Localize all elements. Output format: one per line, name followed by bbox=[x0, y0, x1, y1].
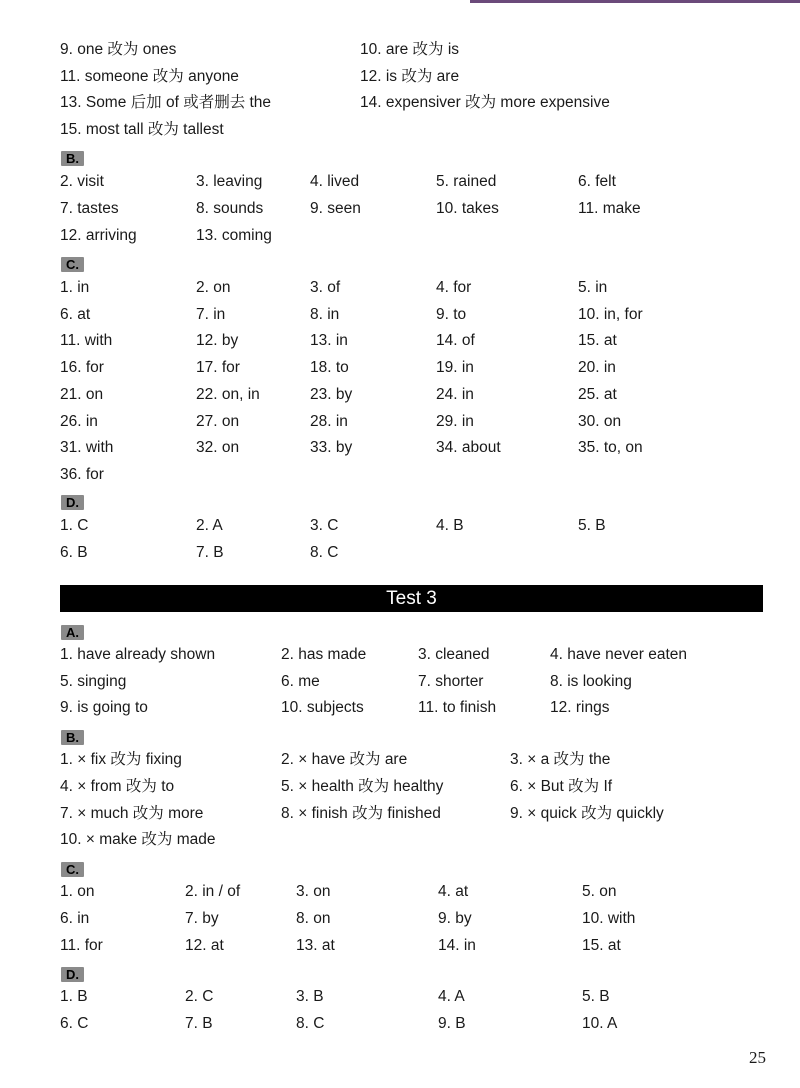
answer-item: 9. × quick 改为 quickly bbox=[510, 804, 664, 822]
answer-item: 12. by bbox=[196, 332, 239, 350]
test-3-heading: Test 3 bbox=[60, 585, 763, 612]
answer-item: 9. is going to bbox=[60, 699, 148, 717]
answer-item: 6. B bbox=[60, 544, 88, 561]
answer-item: 11. someone 改为 anyone bbox=[60, 67, 239, 85]
answer-item: 4. at bbox=[438, 883, 469, 900]
answer-item: 11. make bbox=[578, 199, 641, 217]
answer-item: 4. lived bbox=[310, 173, 360, 190]
page-number: 25 bbox=[749, 1048, 766, 1067]
answer-item: 6. at bbox=[60, 305, 91, 323]
answer-item: 13. coming bbox=[196, 226, 272, 244]
answer-item: 2. A bbox=[196, 517, 223, 534]
answer-item: 13. Some 后加 of 或者删去 the bbox=[60, 94, 272, 111]
answer-item: 7. B bbox=[185, 1014, 213, 1032]
answer-item: 8. C bbox=[296, 1014, 325, 1032]
answer-item: 9. B bbox=[438, 1014, 466, 1032]
answer-item: 9. to bbox=[436, 305, 467, 323]
answer-item: 15. at bbox=[578, 332, 617, 350]
answer-item: 3. B bbox=[296, 988, 324, 1005]
answer-item: 10. subjects bbox=[281, 699, 364, 717]
answer-item: 4. × from 改为 to bbox=[60, 777, 175, 795]
answer-item: 13. at bbox=[296, 936, 335, 954]
section-c-label: C. bbox=[61, 257, 84, 272]
answer-item: 6. felt bbox=[578, 173, 616, 190]
answer-item: 8. sounds bbox=[196, 199, 264, 217]
answer-item: 10. takes bbox=[436, 199, 499, 217]
section-d-label: D. bbox=[61, 495, 84, 510]
answer-item: 5. rained bbox=[436, 173, 497, 190]
answer-item: 36. for bbox=[60, 465, 104, 483]
answer-item: 12. is 改为 are bbox=[360, 67, 460, 85]
answer-item: 9. seen bbox=[310, 199, 361, 217]
answer-item: 32. on bbox=[196, 439, 240, 457]
answer-item: 14. in bbox=[438, 936, 476, 954]
answer-item: 14. expensiver 改为 more expensive bbox=[360, 94, 610, 111]
test3-section-d-label: D. bbox=[61, 967, 84, 982]
answer-item: 8. × finish 改为 finished bbox=[281, 804, 441, 822]
answer-item: 27. on bbox=[196, 412, 240, 430]
answer-item: 10. are 改为 is bbox=[360, 41, 460, 58]
answer-item: 7. tastes bbox=[60, 199, 119, 217]
answer-item: 3. on bbox=[296, 883, 331, 900]
answer-item: 4. for bbox=[436, 279, 472, 296]
section-b-label: B. bbox=[61, 151, 84, 166]
answer-item: 33. by bbox=[310, 439, 353, 457]
answer-item: 4. B bbox=[436, 517, 464, 534]
answer-item: 1. B bbox=[60, 988, 88, 1005]
answer-item: 6. in bbox=[60, 909, 90, 927]
answer-item: 31. with bbox=[60, 439, 114, 457]
test3-section-c-label: C. bbox=[61, 862, 84, 877]
answer-item: 26. in bbox=[60, 412, 98, 430]
answer-item: 14. of bbox=[436, 332, 475, 350]
answer-item: 12. rings bbox=[550, 699, 610, 717]
answer-item: 11. with bbox=[60, 332, 113, 350]
answer-item: 5. × health 改为 healthy bbox=[281, 777, 444, 795]
answer-item: 17. for bbox=[196, 359, 240, 377]
answer-item: 4. have never eaten bbox=[550, 646, 688, 663]
answer-item: 2. on bbox=[196, 279, 231, 296]
answer-item: 11. to finish bbox=[418, 699, 497, 717]
answer-item: 5. B bbox=[582, 988, 610, 1005]
answer-item: 6. C bbox=[60, 1014, 89, 1032]
answer-item: 10. with bbox=[582, 909, 636, 927]
answer-item: 19. in bbox=[436, 359, 474, 377]
answer-item: 7. × much 改为 more bbox=[60, 804, 204, 822]
answer-item: 4. A bbox=[438, 988, 465, 1005]
answer-item: 2. has made bbox=[281, 646, 367, 663]
answer-item: 5. on bbox=[582, 883, 617, 900]
answer-item: 3. of bbox=[310, 279, 341, 296]
answer-item: 5. B bbox=[578, 517, 606, 534]
answer-item: 8. in bbox=[310, 305, 340, 323]
answer-item: 15. at bbox=[582, 936, 621, 954]
answer-item: 5. singing bbox=[60, 672, 127, 690]
answer-item: 20. in bbox=[578, 359, 616, 377]
answer-item: 2. C bbox=[185, 988, 214, 1005]
answer-item: 1. have already shown bbox=[60, 646, 216, 663]
answer-item: 2. visit bbox=[60, 173, 104, 190]
answer-item: 1. × fix 改为 fixing bbox=[60, 751, 182, 768]
answer-item: 3. cleaned bbox=[418, 646, 490, 663]
answer-item: 22. on, in bbox=[196, 385, 260, 403]
answer-item: 1. in bbox=[60, 279, 90, 296]
answer-item: 7. in bbox=[196, 305, 226, 323]
answer-item: 2. × have 改为 are bbox=[281, 751, 408, 768]
answer-item: 18. to bbox=[310, 359, 349, 377]
answer-item: 10. in, for bbox=[578, 305, 643, 323]
answer-item: 15. most tall 改为 tallest bbox=[60, 120, 224, 138]
answer-item: 34. about bbox=[436, 439, 501, 457]
answer-item: 2. in / of bbox=[185, 883, 241, 900]
answer-item: 1. on bbox=[60, 883, 95, 900]
answer-item: 3. C bbox=[310, 517, 339, 534]
answer-item: 3. × a 改为 the bbox=[510, 751, 611, 768]
answer-item: 7. B bbox=[196, 544, 224, 561]
answer-item: 5. in bbox=[578, 279, 608, 296]
answer-item: 10. × make 改为 made bbox=[60, 831, 216, 849]
answer-item: 29. in bbox=[436, 412, 474, 430]
answer-item: 10. A bbox=[582, 1014, 618, 1032]
answer-item: 7. by bbox=[185, 909, 219, 927]
answer-item: 24. in bbox=[436, 385, 474, 403]
answer-item: 30. on bbox=[578, 412, 622, 430]
test3-section-a-label: A. bbox=[61, 625, 84, 640]
answer-item: 7. shorter bbox=[418, 672, 484, 690]
answer-item: 25. at bbox=[578, 385, 617, 403]
answer-item: 8. C bbox=[310, 544, 339, 561]
answer-item: 8. on bbox=[296, 909, 331, 927]
answer-item: 9. by bbox=[438, 909, 472, 927]
answer-item: 12. arriving bbox=[60, 226, 137, 244]
answer-item: 12. at bbox=[185, 936, 224, 954]
answer-item: 23. by bbox=[310, 385, 353, 403]
answer-item: 28. in bbox=[310, 412, 348, 430]
answer-item: 13. in bbox=[310, 332, 348, 350]
answer-item: 6. me bbox=[281, 672, 320, 690]
answer-item: 21. on bbox=[60, 385, 104, 403]
answer-item: 16. for bbox=[60, 359, 104, 377]
answer-item: 6. × But 改为 If bbox=[510, 777, 613, 795]
answer-item: 1. C bbox=[60, 517, 89, 534]
answer-item: 35. to, on bbox=[578, 439, 643, 457]
answer-item: 8. is looking bbox=[550, 672, 632, 690]
answer-item: 3. leaving bbox=[196, 173, 263, 190]
answer-item: 9. one 改为 ones bbox=[60, 41, 177, 58]
top-accent-line bbox=[470, 0, 800, 3]
answer-item: 11. for bbox=[60, 936, 103, 954]
test3-section-b-label: B. bbox=[61, 730, 84, 745]
